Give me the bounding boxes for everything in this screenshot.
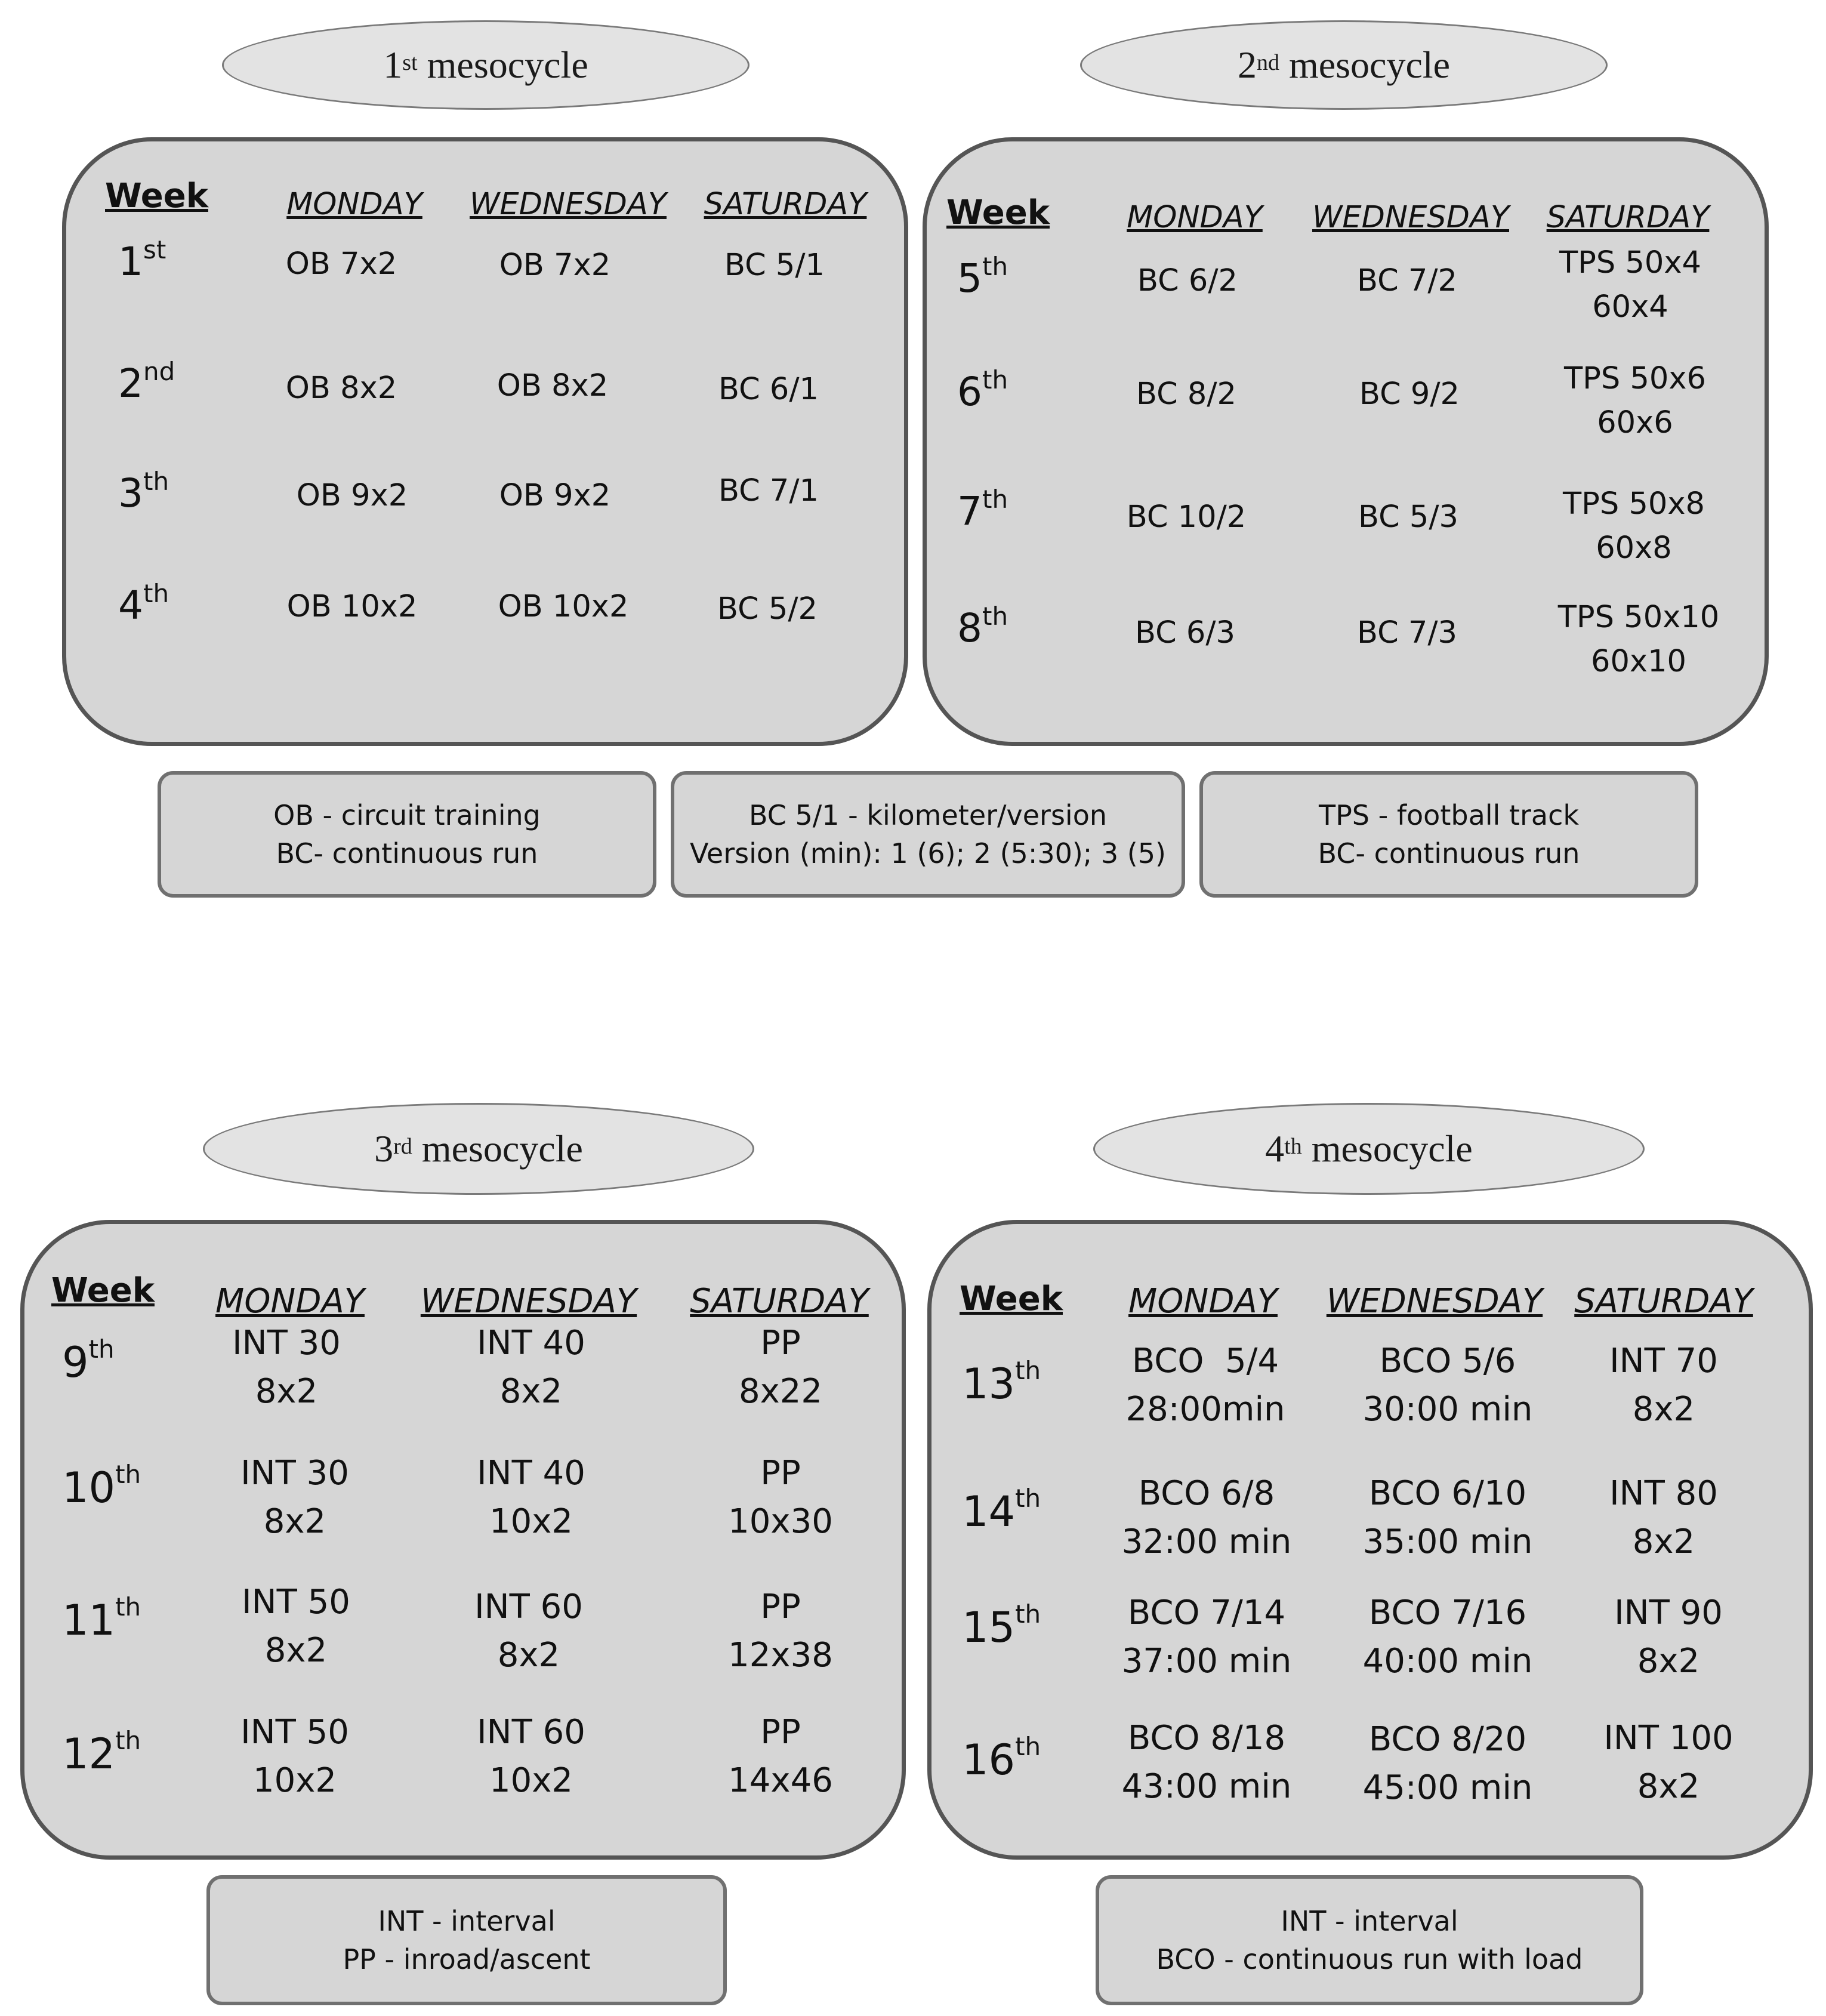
legend-tps-bc bbox=[1199, 771, 1698, 898]
week-label: 2nd bbox=[118, 357, 175, 406]
saturday-header: SATURDAY bbox=[1574, 1282, 1753, 1321]
mesocycle-4-title-rest: mesocycle bbox=[1301, 1127, 1473, 1170]
saturday-cell: PP 10x30 bbox=[728, 1454, 833, 1542]
week-header: Week bbox=[946, 193, 1050, 232]
legend-bc-version bbox=[671, 771, 1185, 898]
monday-cell: BC 8/2 bbox=[1136, 377, 1236, 412]
saturday-cell: PP 14x46 bbox=[728, 1713, 833, 1801]
mesocycle-2-title-num: 2 bbox=[1237, 44, 1257, 86]
legend-ob-bc bbox=[158, 771, 656, 898]
mesocycle-3-title-sup: rd bbox=[393, 1134, 412, 1159]
mesocycle-2-title-rest: mesocycle bbox=[1279, 44, 1451, 86]
monday-cell: BCO 8/18 43:00 min bbox=[1121, 1719, 1292, 1807]
monday-cell: BCO 5/4 28:00min bbox=[1125, 1342, 1285, 1429]
wednesday-header: WEDNESDAY bbox=[420, 1282, 637, 1321]
legend-line: Version (min): 1 (6); 2 (5:30); 3 (5) bbox=[690, 837, 1166, 870]
monday-cell: BC 6/2 bbox=[1137, 263, 1238, 298]
wednesday-cell: INT 40 8x2 bbox=[477, 1324, 585, 1411]
wednesday-cell: INT 40 10x2 bbox=[477, 1454, 585, 1542]
monday-header: MONDAY bbox=[286, 187, 422, 222]
saturday-cell: PP 8x22 bbox=[738, 1324, 823, 1411]
legend-line: INT - interval bbox=[378, 1904, 556, 1937]
week-label: 10th bbox=[62, 1460, 141, 1512]
monday-cell: INT 30 8x2 bbox=[240, 1454, 349, 1542]
week-label: 9th bbox=[62, 1334, 115, 1387]
mesocycle-2-title bbox=[1080, 20, 1608, 110]
monday-header: MONDAY bbox=[1128, 1282, 1278, 1321]
week-label: 7th bbox=[957, 485, 1008, 534]
week-label: 6th bbox=[957, 365, 1008, 415]
monday-cell: INT 30 8x2 bbox=[232, 1324, 341, 1411]
week-label: 14th bbox=[962, 1484, 1041, 1536]
saturday-cell: TPS 50x6 60x6 bbox=[1563, 361, 1707, 440]
wednesday-cell: BC 9/2 bbox=[1359, 377, 1460, 412]
legend-line: PP - inroad/ascent bbox=[343, 1943, 591, 1975]
legend-line: BCO - continuous run with load bbox=[1156, 1943, 1583, 1975]
mesocycle-1-title bbox=[222, 20, 749, 110]
saturday-cell: BC 6/1 bbox=[718, 372, 819, 407]
wednesday-cell: BCO 6/10 35:00 min bbox=[1362, 1474, 1533, 1562]
legend-int-bco bbox=[1096, 1875, 1643, 2005]
mesocycle-4-title-sup: th bbox=[1284, 1134, 1302, 1159]
week-header: Week bbox=[51, 1271, 155, 1310]
mesocycle-2-title-sup: nd bbox=[1256, 50, 1279, 75]
wednesday-cell: BC 5/3 bbox=[1358, 500, 1458, 535]
monday-cell: INT 50 8x2 bbox=[242, 1583, 350, 1670]
wednesday-cell: OB 8x2 bbox=[496, 368, 609, 403]
saturday-cell: BC 5/1 bbox=[724, 248, 825, 283]
monday-cell: BC 10/2 bbox=[1126, 500, 1247, 535]
monday-cell: BCO 7/14 37:00 min bbox=[1121, 1593, 1292, 1681]
saturday-cell: TPS 50x4 60x4 bbox=[1559, 245, 1702, 325]
week-header: Week bbox=[960, 1280, 1063, 1318]
week-label: 5th bbox=[957, 252, 1008, 301]
saturday-cell: INT 70 8x2 bbox=[1609, 1342, 1718, 1429]
monday-cell: OB 7x2 bbox=[285, 246, 397, 282]
legend-line: BC 5/1 - kilometer/version bbox=[748, 799, 1108, 831]
wednesday-cell: BC 7/2 bbox=[1357, 263, 1457, 298]
week-header: Week bbox=[105, 177, 208, 215]
monday-cell: OB 9x2 bbox=[296, 478, 408, 513]
monday-cell: INT 50 10x2 bbox=[240, 1713, 349, 1801]
mesocycle-3-title bbox=[203, 1103, 754, 1195]
legend-int-pp bbox=[206, 1875, 727, 2005]
wednesday-cell: INT 60 10x2 bbox=[477, 1713, 585, 1801]
week-label: 8th bbox=[957, 602, 1008, 651]
wednesday-cell: BC 7/3 bbox=[1357, 615, 1457, 651]
mesocycle-1-panel bbox=[62, 137, 908, 746]
saturday-cell: TPS 50x8 60x8 bbox=[1562, 486, 1705, 566]
wednesday-cell: OB 9x2 bbox=[499, 478, 611, 513]
wednesday-header: WEDNESDAY bbox=[470, 187, 667, 222]
week-label: 3th bbox=[118, 467, 169, 516]
week-label: 16th bbox=[962, 1732, 1041, 1784]
saturday-header: SATURDAY bbox=[1546, 200, 1710, 235]
week-label: 12th bbox=[62, 1726, 141, 1778]
monday-cell: OB 8x2 bbox=[285, 371, 397, 406]
wednesday-cell: OB 10x2 bbox=[498, 589, 629, 624]
mesocycle-1-title-rest: mesocycle bbox=[417, 44, 588, 86]
week-label: 4th bbox=[118, 579, 169, 628]
week-label: 11th bbox=[62, 1592, 141, 1645]
wednesday-cell: BCO 7/16 40:00 min bbox=[1362, 1593, 1533, 1681]
mesocycle-3-title-rest: mesocycle bbox=[412, 1127, 583, 1170]
wednesday-header: WEDNESDAY bbox=[1326, 1282, 1543, 1321]
mesocycle-3-title-num: 3 bbox=[374, 1127, 394, 1170]
saturday-cell: BC 5/2 bbox=[717, 591, 818, 627]
week-label: 13th bbox=[962, 1356, 1041, 1408]
legend-line: OB - circuit training bbox=[273, 799, 541, 831]
saturday-cell: BC 7/1 bbox=[718, 473, 819, 508]
monday-header: MONDAY bbox=[1127, 200, 1263, 235]
wednesday-cell: INT 60 8x2 bbox=[474, 1587, 583, 1675]
week-label: 1st bbox=[118, 235, 166, 285]
saturday-cell: TPS 50x10 60x10 bbox=[1557, 600, 1720, 679]
saturday-cell: INT 100 8x2 bbox=[1603, 1719, 1734, 1807]
legend-line: BC- continuous run bbox=[276, 837, 538, 870]
wednesday-cell: OB 7x2 bbox=[499, 248, 611, 283]
mesocycle-1-title-sup: st bbox=[402, 50, 418, 75]
saturday-cell: PP 12x38 bbox=[728, 1587, 833, 1675]
mesocycle-1-title-num: 1 bbox=[383, 44, 403, 86]
monday-cell: BC 6/3 bbox=[1135, 615, 1235, 651]
saturday-cell: INT 80 8x2 bbox=[1609, 1474, 1718, 1562]
legend-line: TPS - football track bbox=[1318, 799, 1580, 831]
saturday-header: SATURDAY bbox=[690, 1282, 869, 1321]
mesocycle-4-title bbox=[1093, 1103, 1645, 1195]
monday-cell: OB 10x2 bbox=[286, 589, 418, 624]
legend-line: INT - interval bbox=[1281, 1904, 1458, 1937]
saturday-header: SATURDAY bbox=[704, 187, 867, 222]
saturday-cell: INT 90 8x2 bbox=[1614, 1593, 1723, 1681]
wednesday-header: WEDNESDAY bbox=[1312, 200, 1509, 235]
wednesday-cell: BCO 5/6 30:00 min bbox=[1362, 1342, 1533, 1429]
monday-cell: BCO 6/8 32:00 min bbox=[1121, 1474, 1292, 1562]
monday-header: MONDAY bbox=[215, 1282, 365, 1321]
wednesday-cell: BCO 8/20 45:00 min bbox=[1362, 1720, 1533, 1808]
mesocycle-4-title-num: 4 bbox=[1265, 1127, 1285, 1170]
legend-line: BC- continuous run bbox=[1318, 837, 1580, 870]
week-label: 15th bbox=[962, 1599, 1041, 1652]
